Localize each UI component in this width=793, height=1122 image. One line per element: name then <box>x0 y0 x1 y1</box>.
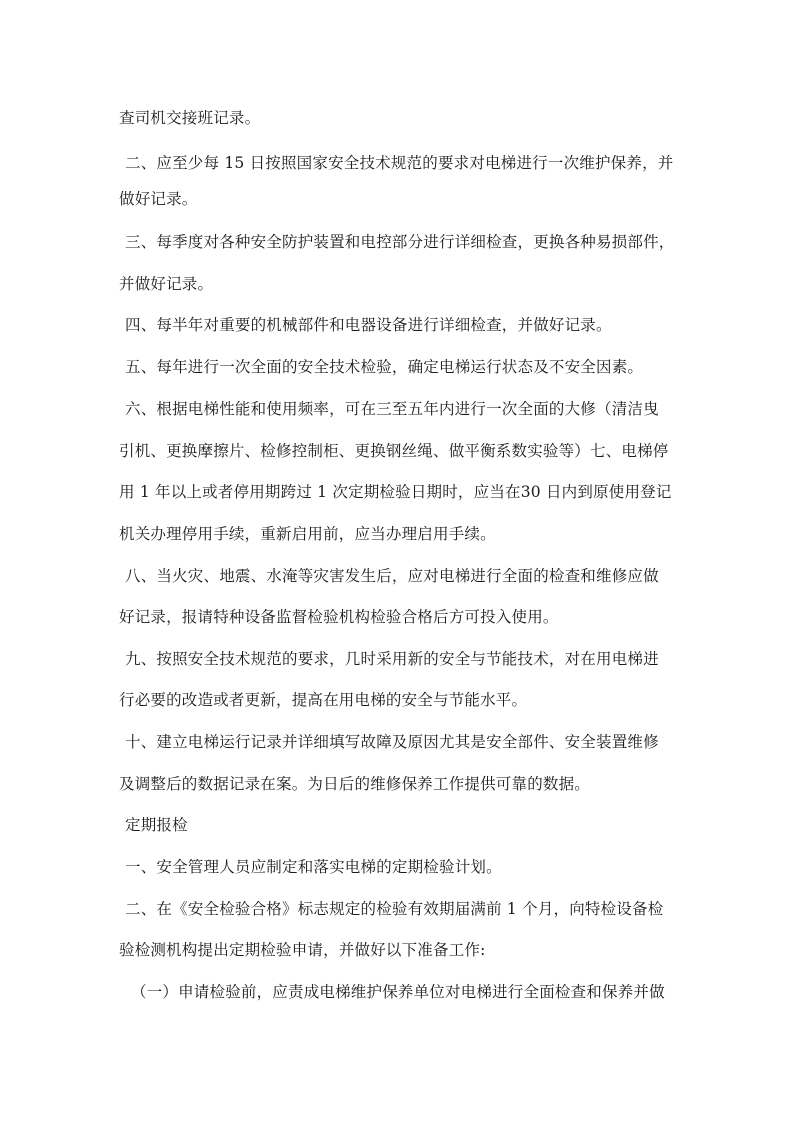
text-line-17: 及调整后的数据记录在案。为日后的维修保养工作提供可靠的数据。 <box>119 775 591 793</box>
text-line-8: 六、根据电梯性能和使用频率，可在三至五年内进行一次全面的大修（清洁曳 <box>125 400 659 418</box>
text-line-3: 做好记录。 <box>119 190 198 208</box>
text-line-21: 验检测机构提出定期检验申请，并做好以下准备工作: <box>119 941 486 959</box>
text-line-15: 行必要的改造或者更新，提高在用电梯的安全与节能水平。 <box>119 691 528 709</box>
text-line-19: 一、安全管理人员应制定和落实电梯的定期检验计划。 <box>125 858 502 876</box>
text-line-7: 五、每年进行一次全面的安全技术检验，确定电梯运行状态及不安全因素。 <box>125 358 644 376</box>
text-line-10: 用 1 年以上或者停用期跨过 1 次定期检验日期时，应当在30 日内到原使用登记 <box>119 483 672 501</box>
text-line-2: 二、应至少每 15 日按照国家安全技术规范的要求对电梯进行一次维护保养，并 <box>125 154 674 172</box>
text-line-6: 四、每半年对重要的机械部件和电器设备进行详细检查，并做好记录。 <box>125 316 612 334</box>
section-heading: 定期报检 <box>125 816 188 834</box>
text-line-5: 并做好记录。 <box>119 275 214 293</box>
text-line-9: 引机、更换摩擦片、检修控制柜、更换钢丝绳、做平衡系数实验等）七、电梯停 <box>119 442 669 460</box>
text-line-20: 二、在《安全检验合格》标志规定的检验有效期届满前 1 个月，向特检设备检 <box>125 900 664 918</box>
text-line-4: 三、每季度对各种安全防护装置和电控部分进行详细检查，更换各种易损部件， <box>125 233 675 251</box>
text-line-22: （一）申请检验前，应责成电梯维护保养单位对电梯进行全面检查和保养并做 <box>131 983 665 1001</box>
text-line-12: 八、当火灾、地震、水淹等灾害发生后，应对电梯进行全面的检查和维修应做 <box>125 567 659 585</box>
text-line-11: 机关办理停用手续，重新启用前，应当办理启用手续。 <box>119 525 496 543</box>
text-line-13: 好记录，报请特种设备监督检验机构检验合格后方可投入使用。 <box>119 608 559 626</box>
text-line-16: 十、建立电梯运行记录并详细填写故障及原因尤其是安全部件、安全装置维修 <box>125 733 659 751</box>
text-line-1: 查司机交接班记录。 <box>119 109 261 127</box>
text-line-14: 九、按照安全技术规范的要求，几时采用新的安全与节能技术，对在用电梯进 <box>125 650 659 668</box>
